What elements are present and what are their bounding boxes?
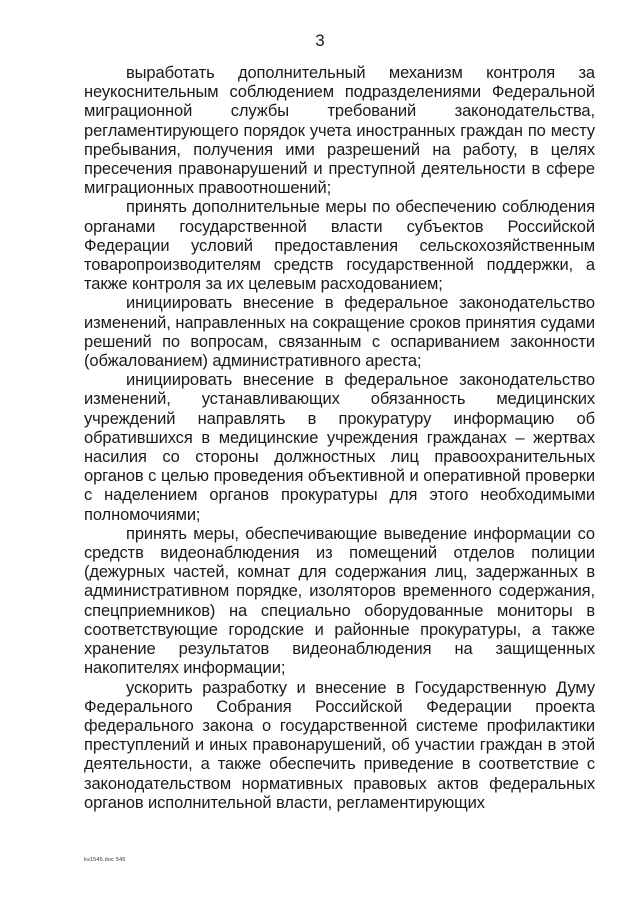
document-file-code: ks1546.doc 545 <box>84 857 126 863</box>
paragraph-migration-control: выработать дополнительный механизм контроля за неукоснительным соблюдением подразделениями Федеральной миграционной службы требований законодательства, регламентирующего порядок учета иностранных граждан по месту пребывания, получения ими разрешений на работу, в целях пресечения правонарушений и преступной деятельности в сфере миграционных правоотношений; <box>84 64 595 198</box>
document-body <box>84 64 595 813</box>
page-number: 3 <box>315 31 325 50</box>
paragraph-video-surveillance: принять меры, обеспечивающие выведение информации со средств видеонаблюдения из помещений отделов полиции (дежурных частей, комнат для содержания лиц, задержанных в административном порядке, изоляторов временного содержания, спецприемников) на специально оборудованные мониторы в соответствующие городские и районные прокуратуры, а также хранение результатов видеонаблюдения на защищенных накопителях информации; <box>84 524 595 678</box>
paragraph-agricultural-support: принять дополнительные меры по обеспечению соблюдения органами государственной власти субъектов Российской Федерации условий предоставления сельскохозяйственным товаропроизводителям средств государственной поддержки, а также контроля за их целевым расходованием; <box>84 198 595 294</box>
paragraph-crime-prevention-law: ускорить разработку и внесение в Государственную Думу Федерального Собрания Российской Федерации проекта федерального закона о государственной системе профилактики преступлений и иных правонарушений, об участии граждан в этой деятельности, а также обеспечить приведение в соответствие с законодательством нормативных правовых актов федеральных органов исполнительной власти, регламентирующих <box>84 678 595 812</box>
paragraph-medical-reporting: инициировать внесение в федеральное законодательство изменений, устанавливающих обязанность медицинских учреждений направлять в прокуратуру информацию об обратившихся в медицинские учреждения гражданах – жертвах насилия со стороны должностных лиц правоохранительных органов с целью проведения объективной и оперативной проверки с наделением органов прокуратуры для этого необходимыми полномочиями; <box>84 371 595 524</box>
paragraph-administrative-arrest: инициировать внесение в федеральное законодательство изменений, направленных на сокращение сроков принятия судами решений по вопросам, связанным с оспариванием законности (обжалованием) административного ареста; <box>84 294 595 371</box>
